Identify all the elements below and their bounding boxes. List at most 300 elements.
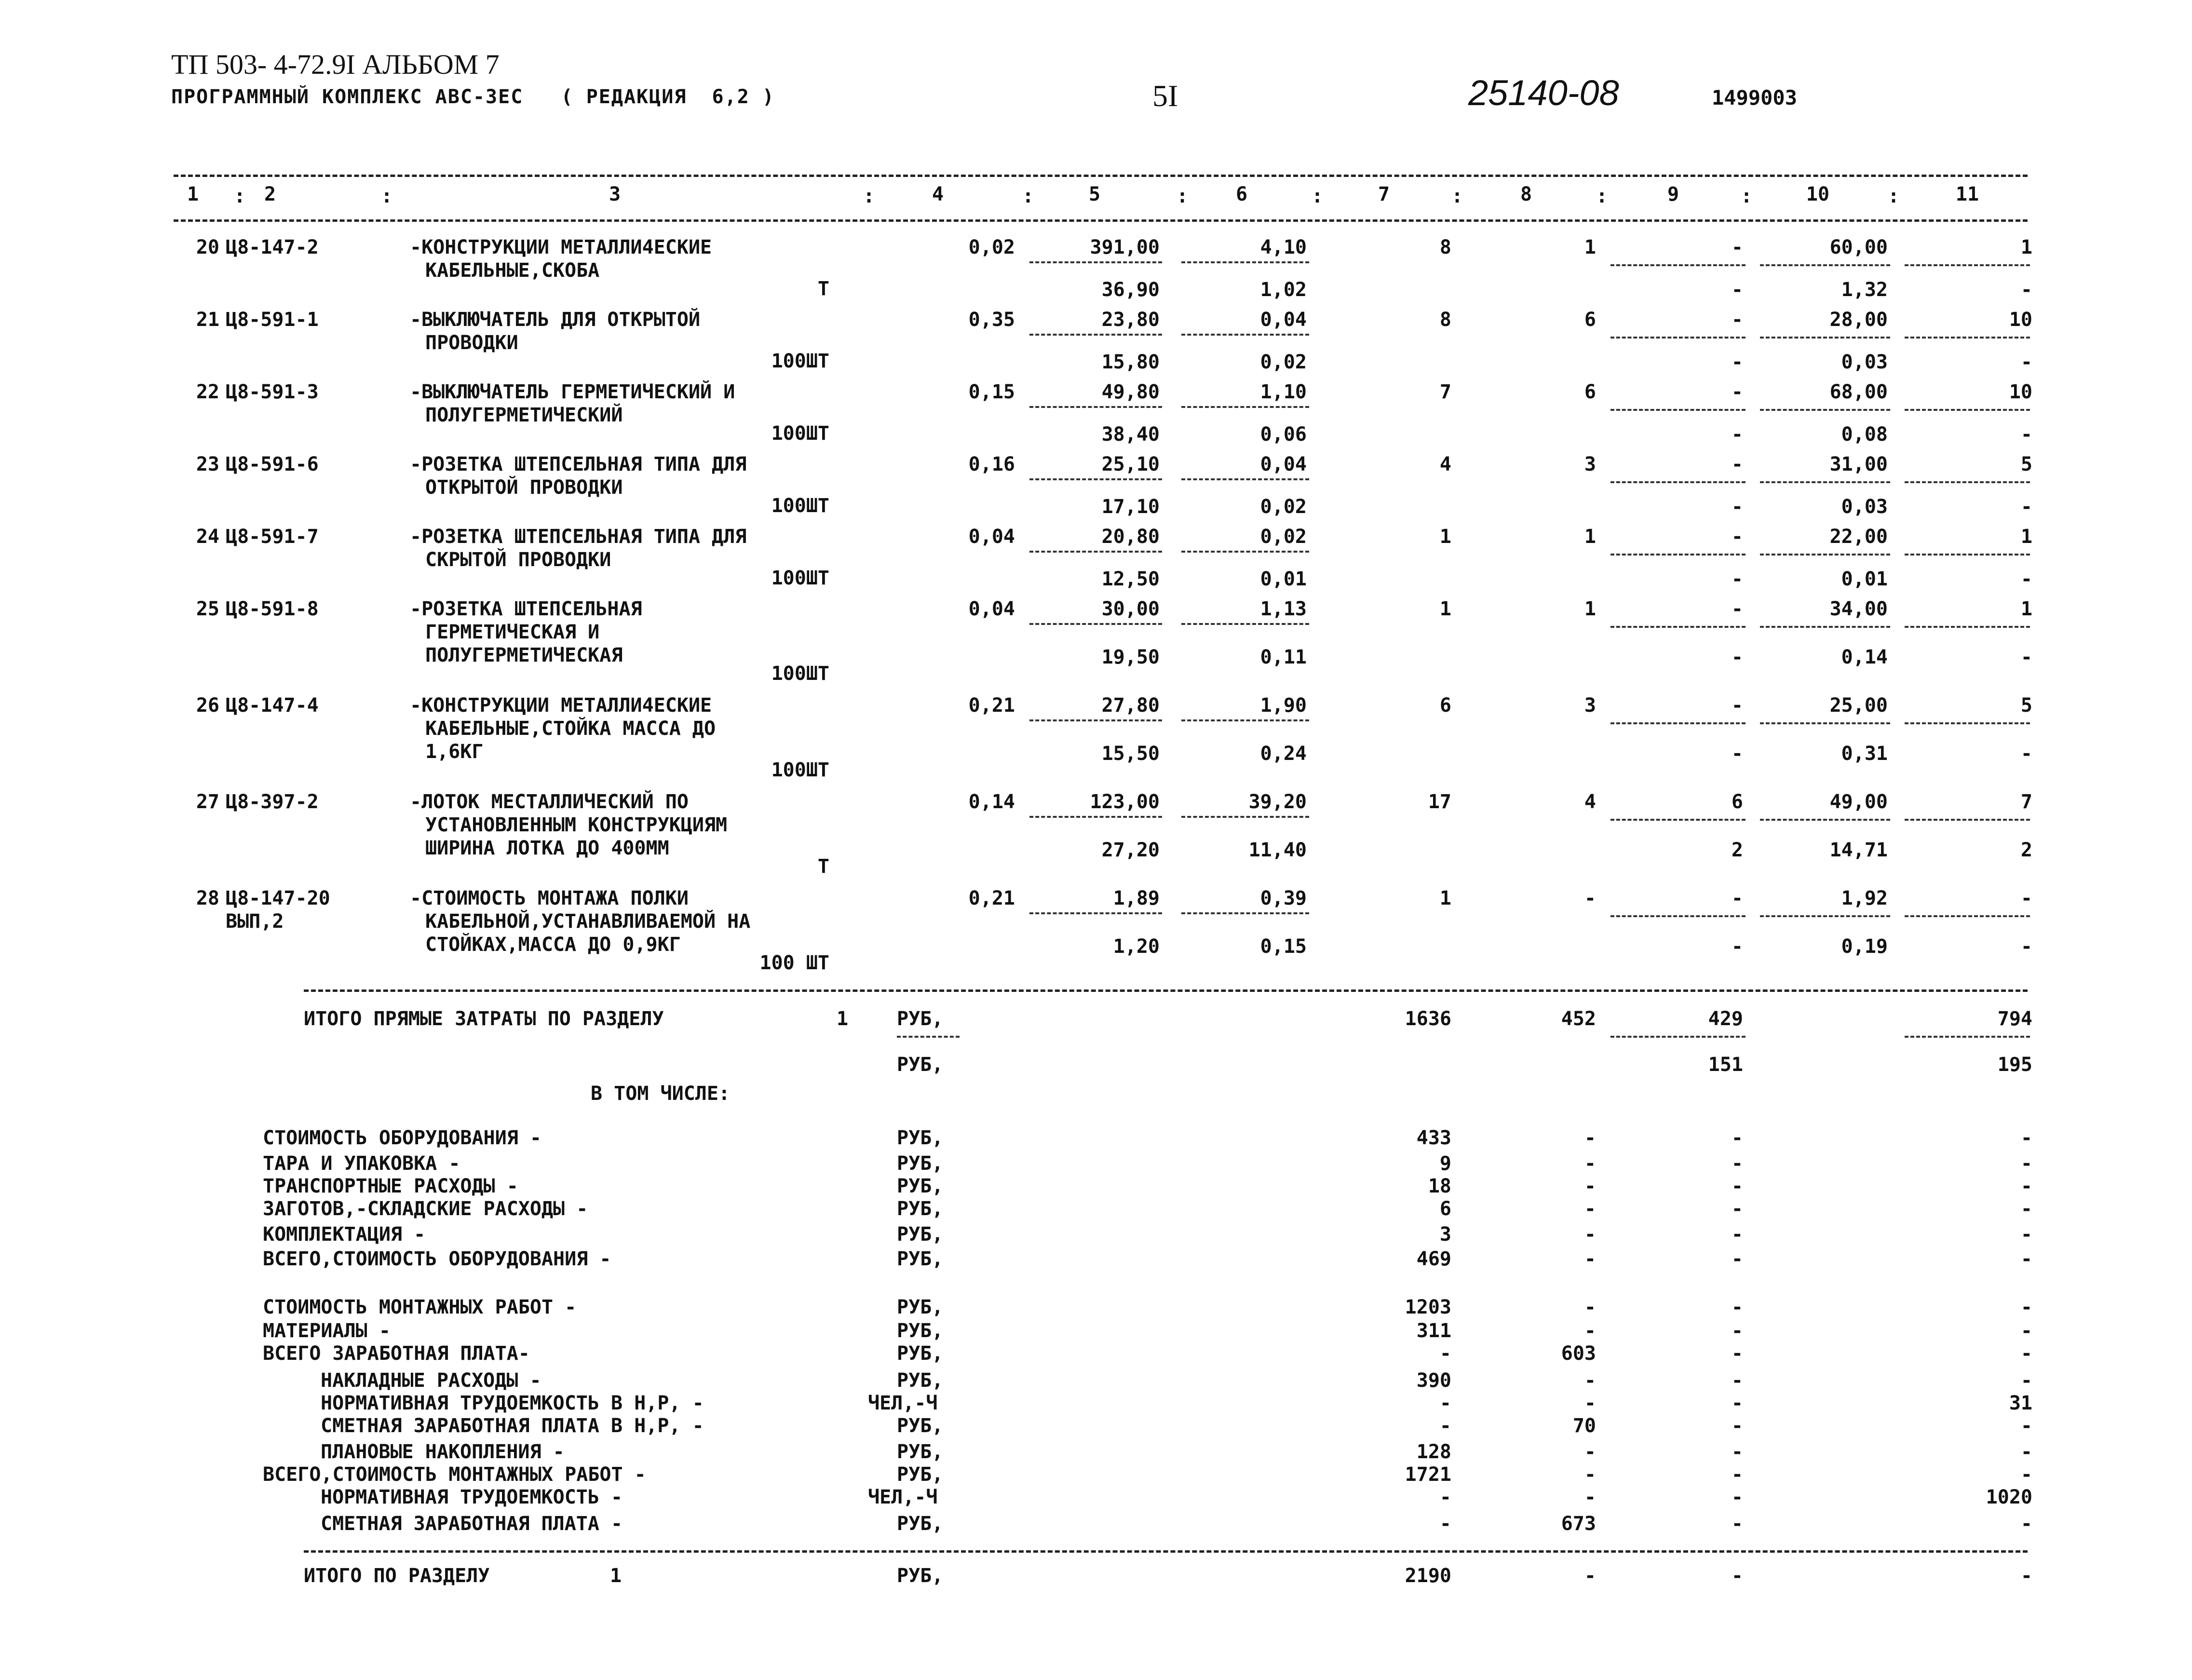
cost-total: 7	[1439, 381, 1451, 403]
column-header-1: 1	[187, 183, 199, 205]
summary-labor: -	[2020, 1415, 2032, 1437]
labor-per-unit: 34,00	[1829, 598, 1888, 620]
column-header-6: 6	[1235, 183, 1248, 205]
totals-machines: 429	[1708, 1008, 1743, 1030]
column-header-11: 11	[1955, 183, 1979, 205]
quantity: 0,21	[968, 694, 1015, 717]
summary-machines: -	[1731, 1342, 1743, 1365]
work-code: Ц8-591-1	[226, 309, 319, 331]
summary-label: НОРМАТИВНАЯ ТРУДОЕМКОСТЬ В Н,Р, -	[321, 1392, 704, 1414]
unit-machine-wage: 11,40	[1248, 839, 1307, 861]
labor-total: 7	[2020, 791, 2032, 813]
summary-label: СМЕТНАЯ ЗАРАБОТНАЯ ПЛАТА -	[321, 1513, 623, 1535]
unit-machine-wage: 1,02	[1260, 279, 1307, 301]
work-description: -ЛОТОК МЕСТАЛЛИЧЕСКИЙ ПО	[410, 791, 689, 813]
summary-labor: -	[2020, 1513, 2032, 1535]
summary-label: КОМПЛЕКТАЦИЯ -	[263, 1223, 426, 1246]
labor-machine-total: -	[2020, 743, 2032, 765]
totals-labor: 794	[1997, 1008, 2032, 1030]
cell-divider	[1760, 915, 1890, 917]
summary-unit: РУБ,	[897, 1223, 944, 1246]
summary-label: ЗАГОТОВ,-СКЛАДСКИЕ РАСХОДЫ -	[263, 1198, 588, 1220]
unit-cost-machines: 0,02	[1260, 526, 1307, 548]
work-description: ГЕРМЕТИЧЕСКАЯ И	[425, 621, 600, 643]
row-number: 26	[196, 694, 219, 717]
cell-divider	[1610, 409, 1745, 411]
summary-cost: 1203	[1405, 1296, 1451, 1318]
quantity: 0,35	[968, 309, 1015, 331]
unit-machine-wage: 0,06	[1260, 423, 1307, 446]
cell-divider	[1610, 722, 1745, 724]
unit-of-measure: 100 ШТ	[759, 952, 829, 974]
section-total-number: 1	[610, 1565, 622, 1587]
unit-wage: 17,10	[1101, 496, 1160, 518]
unit-cost-machines: 1,13	[1260, 598, 1307, 620]
unit-of-measure: Т	[817, 278, 829, 300]
unit-cost-machines: 0,04	[1260, 309, 1307, 331]
page-number: 5I	[1152, 79, 1178, 113]
unit-machine-wage: 0,24	[1260, 743, 1307, 765]
column-separator: :	[1888, 185, 1900, 207]
summary-labor: -	[2020, 1152, 2032, 1175]
summary-unit: РУБ,	[897, 1198, 944, 1220]
quantity: 0,14	[968, 791, 1015, 813]
labor-machine-per-unit: 0,14	[1841, 646, 1888, 668]
summary-machines: -	[1731, 1415, 1743, 1437]
cost-wages: 6	[1584, 381, 1596, 403]
totals-top-rule	[304, 989, 2028, 992]
summary-machines: -	[1731, 1486, 1743, 1508]
cell-divider	[1610, 554, 1745, 555]
summary-unit: РУБ,	[897, 1175, 944, 1197]
cell-divider	[1905, 819, 2030, 821]
column-separator: :	[1596, 185, 1608, 207]
cost-wages: 1	[1584, 598, 1596, 620]
summary-wages: -	[1584, 1152, 1596, 1175]
summary-label: МАТЕРИАЛЫ -	[263, 1320, 391, 1342]
totals-divider	[1905, 1036, 2030, 1038]
machine-wage: -	[1731, 279, 1743, 301]
work-description: -КОНСТРУКЦИИ МЕТАЛЛИ4ЕСКИЕ	[410, 694, 712, 717]
summary-labor: 31	[2009, 1392, 2032, 1414]
cell-divider	[1029, 478, 1162, 480]
labor-machine-per-unit: 0,08	[1841, 423, 1888, 446]
cell-divider	[1610, 626, 1745, 628]
header-top-rule	[174, 175, 2028, 177]
column-separator: :	[234, 185, 246, 207]
section-total-labor: -	[2020, 1565, 2032, 1587]
summary-unit: РУБ,	[897, 1296, 944, 1318]
album-title: ТП 503- 4-72.9I АЛЬБОМ 7	[171, 49, 500, 80]
machine-wage: -	[1731, 743, 1743, 765]
cell-divider	[1181, 912, 1309, 914]
totals-section: 1	[837, 1008, 849, 1030]
summary-machines: -	[1731, 1513, 1743, 1535]
summary-unit: ЧЕЛ,-Ч	[868, 1392, 938, 1414]
labor-machine-per-unit: 0,03	[1841, 351, 1888, 373]
row-number: 23	[196, 453, 219, 475]
labor-machine-total: -	[2020, 646, 2032, 668]
cost-total: 1	[1439, 526, 1451, 548]
cell-divider	[1181, 406, 1309, 408]
cell-divider	[1029, 719, 1162, 721]
quantity: 0,04	[968, 598, 1015, 620]
column-separator: :	[1177, 185, 1189, 207]
section-total-label: ИТОГО ПО РАЗДЕЛУ	[304, 1565, 490, 1587]
header-bottom-rule	[174, 219, 2028, 222]
labor-per-unit: 68,00	[1829, 381, 1888, 403]
summary-unit: РУБ,	[897, 1369, 944, 1392]
summary-labor: -	[2020, 1223, 2032, 1246]
work-code: Ц8-147-20	[226, 887, 330, 909]
cell-divider	[1905, 915, 2030, 917]
cell-divider	[1029, 334, 1162, 336]
cell-divider	[1181, 334, 1309, 336]
unit-cost-total: 27,80	[1101, 694, 1160, 717]
unit-of-measure: 100ШТ	[771, 350, 829, 372]
labor-total: 1	[2020, 598, 2032, 620]
quantity: 0,21	[968, 887, 1015, 909]
unit-of-measure: 100ШТ	[771, 663, 829, 685]
cell-divider	[1905, 722, 2030, 724]
cell-divider	[1181, 719, 1309, 721]
unit-wage: 38,40	[1101, 423, 1160, 446]
unit-of-measure: 100ШТ	[771, 495, 829, 517]
labor-per-unit: 31,00	[1829, 453, 1888, 475]
unit-cost-total: 123,00	[1090, 791, 1160, 813]
summary-labor: -	[2020, 1248, 2032, 1270]
totals-machine-wage: 151	[1708, 1054, 1743, 1076]
cost-machines: -	[1731, 381, 1743, 403]
summary-wages: -	[1584, 1127, 1596, 1149]
summary-machines: -	[1731, 1392, 1743, 1414]
summary-wages: -	[1584, 1248, 1596, 1270]
cost-machines: -	[1731, 526, 1743, 548]
labor-machine-per-unit: 1,32	[1841, 279, 1888, 301]
work-description: 1,6КГ	[425, 741, 484, 763]
work-code: Ц8-397-2	[226, 791, 319, 813]
summary-labor: -	[2020, 1198, 2032, 1220]
labor-machine-total: -	[2020, 496, 2032, 518]
unit-of-measure: 100ШТ	[771, 422, 829, 445]
row-number: 27	[196, 791, 219, 813]
cell-divider	[1760, 481, 1890, 483]
quantity: 0,16	[968, 453, 1015, 475]
cost-total: 4	[1439, 453, 1451, 475]
cell-divider	[1029, 816, 1162, 818]
labor-machine-total: -	[2020, 935, 2032, 958]
cell-divider	[1760, 409, 1890, 411]
summary-wages: -	[1584, 1320, 1596, 1342]
work-description: КАБЕЛЬНЫЕ,СТОЙКА МАССА ДО	[425, 718, 716, 740]
summary-machines: -	[1731, 1369, 1743, 1392]
unit-of-measure: 100ШТ	[771, 759, 829, 781]
labor-machine-total: -	[2020, 279, 2032, 301]
summary-wages: -	[1584, 1392, 1596, 1414]
summary-labor: -	[2020, 1369, 2032, 1392]
unit-cost-machines: 0,39	[1260, 887, 1307, 909]
summary-wages: -	[1584, 1198, 1596, 1220]
labor-per-unit: 49,00	[1829, 791, 1888, 813]
summary-labor: -	[2020, 1463, 2032, 1486]
work-description: УСТАНОВЛЕННЫМ КОНСТРУКЦИЯМ	[425, 814, 728, 836]
machine-wage: -	[1731, 351, 1743, 373]
labor-machine-per-unit: 14,71	[1829, 839, 1888, 861]
section-total-wages: -	[1584, 1565, 1596, 1587]
summary-label: ВСЕГО,СТОИМОСТЬ МОНТАЖНЫХ РАБОТ -	[263, 1463, 646, 1486]
work-code: Ц8-147-2	[226, 236, 319, 258]
totals-wages: 452	[1561, 1008, 1596, 1030]
work-code: Ц8-591-3	[226, 381, 319, 403]
cell-divider	[1760, 626, 1890, 628]
cost-wages: -	[1584, 887, 1596, 909]
including-label: В ТОМ ЧИСЛЕ:	[591, 1083, 730, 1105]
labor-total: 1	[2020, 236, 2032, 258]
unit-wage: 27,20	[1101, 839, 1160, 861]
work-description: ШИРИНА ЛОТКА ДО 400ММ	[425, 837, 669, 859]
summary-wages: -	[1584, 1175, 1596, 1197]
summary-machines: -	[1731, 1198, 1743, 1220]
summary-label: ВСЕГО,СТОИМОСТЬ ОБОРУДОВАНИЯ -	[263, 1248, 611, 1270]
cost-total: 6	[1439, 694, 1451, 717]
summary-machines: -	[1731, 1175, 1743, 1197]
summary-label: ВСЕГО ЗАРАБОТНАЯ ПЛАТА-	[263, 1342, 530, 1365]
unit-machine-wage: 0,15	[1260, 935, 1307, 958]
summary-machines: -	[1731, 1441, 1743, 1463]
cell-divider	[1610, 337, 1745, 339]
labor-machine-total: 2	[2020, 839, 2032, 861]
cost-machines: -	[1731, 453, 1743, 475]
column-header-4: 4	[932, 183, 944, 205]
cost-total: 17	[1428, 791, 1451, 813]
unit-wage: 19,50	[1101, 646, 1160, 668]
work-description: -РОЗЕТКА ШТЕПСЕЛЬНАЯ	[410, 598, 642, 620]
summary-wages: -	[1584, 1223, 1596, 1246]
labor-machine-total: -	[2020, 423, 2032, 446]
summary-cost: 433	[1416, 1127, 1451, 1149]
column-header-2: 2	[264, 183, 276, 205]
summary-wages: 70	[1572, 1415, 1596, 1437]
summary-wages: -	[1584, 1486, 1596, 1508]
unit-wage: 36,90	[1101, 279, 1160, 301]
labor-per-unit: 22,00	[1829, 526, 1888, 548]
summary-labor: 1020	[1986, 1486, 2032, 1508]
labor-per-unit: 28,00	[1829, 309, 1888, 331]
row-number: 20	[196, 236, 219, 258]
column-header-8: 8	[1520, 183, 1532, 205]
summary-machines: -	[1731, 1463, 1743, 1486]
summary-label: НАКЛАДНЫЕ РАСХОДЫ -	[321, 1369, 541, 1392]
summary-unit: РУБ,	[897, 1127, 944, 1149]
cell-divider	[1905, 409, 2030, 411]
summary-labor: -	[2020, 1342, 2032, 1365]
row-number: 25	[196, 598, 219, 620]
summary-label: СТОИМОСТЬ МОНТАЖНЫХ РАБОТ -	[263, 1296, 577, 1318]
work-code: Ц8-591-8	[226, 598, 319, 620]
cell-divider	[1181, 816, 1309, 818]
unit-cost-machines: 0,04	[1260, 453, 1307, 475]
cell-divider	[1610, 915, 1745, 917]
summary-unit: РУБ,	[897, 1152, 944, 1175]
work-description: ОТКРЫТОЙ ПРОВОДКИ	[425, 476, 623, 499]
labor-total: 1	[2020, 526, 2032, 548]
totals-divider	[1610, 1036, 1745, 1038]
unit-machine-wage: 0,02	[1260, 496, 1307, 518]
unit-machine-wage: 0,01	[1260, 568, 1307, 590]
column-separator: :	[863, 185, 875, 207]
summary-machines: -	[1731, 1152, 1743, 1175]
summary-label: ТАРА И УПАКОВКА -	[263, 1152, 460, 1175]
cell-divider	[1029, 912, 1162, 914]
summary-cost: -	[1439, 1392, 1451, 1414]
unit-of-measure: 100ШТ	[771, 567, 829, 589]
cell-divider	[1760, 819, 1890, 821]
summary-labor: -	[2020, 1441, 2032, 1463]
column-header-3: 3	[609, 183, 621, 205]
work-description: -СТОИМОСТЬ МОНТАЖА ПОЛКИ	[410, 887, 689, 909]
machine-wage: -	[1731, 496, 1743, 518]
work-description: -РОЗЕТКА ШТЕПСЕЛЬНАЯ ТИПА ДЛЯ	[410, 526, 747, 548]
summary-wages: 673	[1561, 1513, 1596, 1535]
section-total-rule	[304, 1550, 2028, 1553]
summary-cost: 469	[1416, 1248, 1451, 1270]
summary-unit: РУБ,	[897, 1463, 944, 1486]
machine-wage: -	[1731, 423, 1743, 446]
totals-unit: РУБ,	[897, 1008, 944, 1030]
summary-label: ТРАНСПОРТНЫЕ РАСХОДЫ -	[263, 1175, 518, 1197]
summary-cost: -	[1439, 1415, 1451, 1437]
labor-machine-per-unit: 0,03	[1841, 496, 1888, 518]
section-total-cost: 2190	[1405, 1565, 1451, 1587]
cell-divider	[1610, 819, 1745, 821]
summary-cost: 1721	[1405, 1463, 1451, 1486]
unit-machine-wage: 0,02	[1260, 351, 1307, 373]
summary-wages: -	[1584, 1369, 1596, 1392]
column-separator: :	[1451, 185, 1463, 207]
cell-divider	[1760, 554, 1890, 555]
work-code: Ц8-147-4	[226, 694, 319, 717]
unit-cost-total: 25,10	[1101, 453, 1160, 475]
summary-cost: -	[1439, 1513, 1451, 1535]
row-number: 21	[196, 309, 219, 331]
cost-machines: -	[1731, 236, 1743, 258]
summary-unit: РУБ,	[897, 1415, 944, 1437]
summary-cost: -	[1439, 1486, 1451, 1508]
cell-divider	[1905, 626, 2030, 628]
column-separator: :	[381, 185, 393, 207]
work-description: -ВЫКЛЮЧАТЕЛЬ ГЕРМЕТИЧЕСКИЙ И	[410, 381, 735, 403]
cost-machines: -	[1731, 694, 1743, 717]
summary-labor: -	[2020, 1320, 2032, 1342]
unit-cost-total: 20,80	[1101, 526, 1160, 548]
quantity: 0,15	[968, 381, 1015, 403]
work-description: -КОНСТРУКЦИИ МЕТАЛЛИ4ЕСКИЕ	[410, 236, 712, 258]
quantity: 0,02	[968, 236, 1015, 258]
summary-machines: -	[1731, 1320, 1743, 1342]
unit-cost-total: 49,80	[1101, 381, 1160, 403]
summary-wages: 603	[1561, 1342, 1596, 1365]
labor-machine-per-unit: 0,01	[1841, 568, 1888, 590]
summary-cost: 3	[1439, 1223, 1451, 1246]
labor-total: 5	[2020, 453, 2032, 475]
summary-unit: РУБ,	[897, 1248, 944, 1270]
cell-divider	[1905, 481, 2030, 483]
cost-wages: 4	[1584, 791, 1596, 813]
work-description: КАБЕЛЬНЫЕ,СКОБА	[425, 259, 600, 282]
cell-divider	[1029, 406, 1162, 408]
unit-machine-wage: 0,11	[1260, 646, 1307, 668]
cost-machines: -	[1731, 887, 1743, 909]
machine-wage: 2	[1731, 839, 1743, 861]
summary-unit: РУБ,	[897, 1513, 944, 1535]
cost-wages: 3	[1584, 453, 1596, 475]
unit-cost-machines: 39,20	[1248, 791, 1307, 813]
summary-labor: -	[2020, 1296, 2032, 1318]
cost-wages: 3	[1584, 694, 1596, 717]
cost-machines: -	[1731, 598, 1743, 620]
cost-machines: -	[1731, 309, 1743, 331]
summary-label: СМЕТНАЯ ЗАРАБОТНАЯ ПЛАТА В Н,Р, -	[321, 1415, 704, 1437]
labor-total: 10	[2009, 309, 2032, 331]
cell-divider	[1610, 264, 1745, 266]
labor-machine-total: -	[2020, 568, 2032, 590]
labor-machine-per-unit: 0,19	[1841, 935, 1888, 958]
summary-machines: -	[1731, 1248, 1743, 1270]
work-description: ПОЛУГЕРМЕТИЧЕСКАЯ	[425, 644, 623, 666]
summary-cost: 18	[1428, 1175, 1451, 1197]
machine-wage: -	[1731, 935, 1743, 958]
summary-machines: -	[1731, 1296, 1743, 1318]
cost-wages: 6	[1584, 309, 1596, 331]
work-code: Ц8-591-7	[226, 526, 319, 548]
cell-divider	[1029, 551, 1162, 553]
summary-unit: РУБ,	[897, 1441, 944, 1463]
unit-cost-total: 23,80	[1101, 309, 1160, 331]
cell-divider	[1760, 337, 1890, 339]
cell-divider	[1905, 264, 2030, 266]
summary-label: НОРМАТИВНАЯ ТРУДОЕМКОСТЬ -	[321, 1486, 623, 1508]
summary-label: ПЛАНОВЫЕ НАКОПЛЕНИЯ -	[321, 1441, 565, 1463]
unit-wage: 15,80	[1101, 351, 1160, 373]
column-header-5: 5	[1088, 183, 1101, 205]
cell-divider	[1905, 554, 2030, 555]
unit-of-measure: Т	[817, 855, 829, 878]
row-number: 28	[196, 887, 219, 909]
section-total-machines: -	[1731, 1565, 1743, 1587]
column-separator: :	[1312, 185, 1324, 207]
column-separator: :	[1741, 185, 1753, 207]
cost-total: 8	[1439, 309, 1451, 331]
totals-cost-total: 1636	[1405, 1008, 1451, 1030]
machine-wage: -	[1731, 646, 1743, 668]
row-number: 24	[196, 526, 219, 548]
totals-unit: РУБ,	[897, 1054, 944, 1076]
work-description: -РОЗЕТКА ШТЕПСЕЛЬНАЯ ТИПА ДЛЯ	[410, 453, 747, 475]
cell-divider	[1610, 481, 1745, 483]
document-code: 1499003	[1712, 86, 1798, 109]
column-header-9: 9	[1667, 183, 1679, 205]
cell-divider	[1181, 478, 1309, 480]
labor-per-unit: 1,92	[1841, 887, 1888, 909]
quantity: 0,04	[968, 526, 1015, 548]
summary-unit: РУБ,	[897, 1320, 944, 1342]
unit-cost-total: 30,00	[1101, 598, 1160, 620]
summary-cost: 390	[1416, 1369, 1451, 1392]
unit-cost-machines: 4,10	[1260, 236, 1307, 258]
labor-total: 10	[2009, 381, 2032, 403]
summary-cost: -	[1439, 1342, 1451, 1365]
unit-wage: 12,50	[1101, 568, 1160, 590]
